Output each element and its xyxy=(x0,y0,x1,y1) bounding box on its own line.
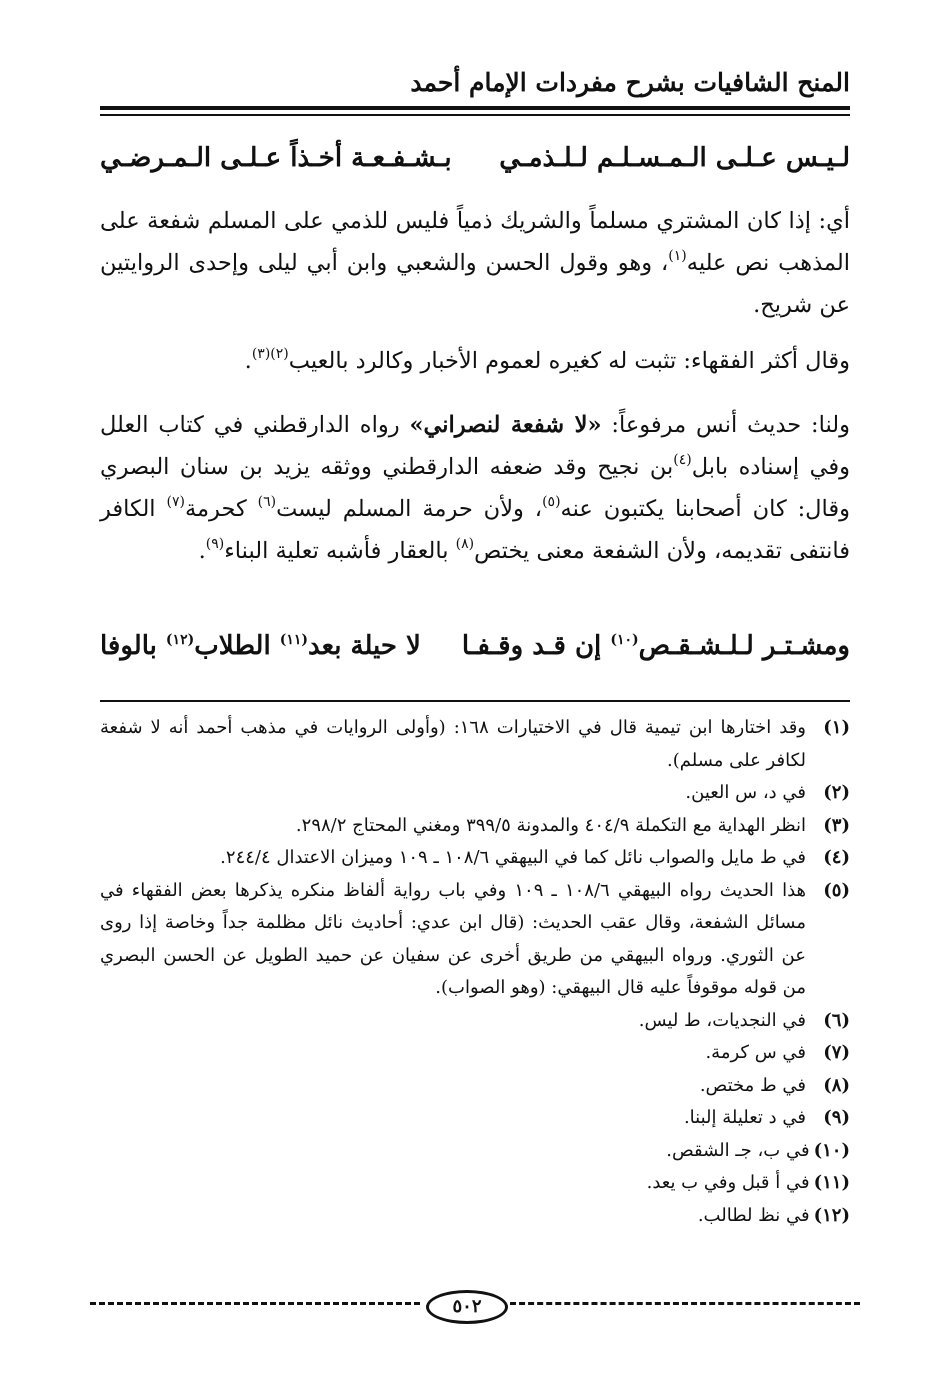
paragraph-3-end: . xyxy=(198,538,206,564)
footnote-text: في أ قبل وفي ب يعد. xyxy=(646,1172,810,1193)
footer-dashes-left xyxy=(90,1302,420,1305)
footnote-number: (٢) xyxy=(823,782,850,803)
paragraph-2 xyxy=(100,340,850,382)
footnote-number: (١١) xyxy=(813,1172,850,1193)
paragraph-3-text-d: ، ولأن حرمة المسلم ليست xyxy=(276,496,543,522)
verse-2-second-c: بالوفا xyxy=(100,631,166,661)
footnote-number: (٥) xyxy=(823,879,850,901)
running-header: المنح الشافيات بشرح مفردات الإمام أحمد xyxy=(410,68,850,97)
footnote-text: في د، س العين. xyxy=(685,782,806,803)
footnote-text: في د تعليلة إلبنا. xyxy=(683,1107,806,1128)
paragraph-3-text-a: ولنا: حديث أنس مرفوعاً: xyxy=(601,412,850,438)
paragraph-3-text-e: كحرمة xyxy=(184,496,258,522)
header-rule-top xyxy=(100,106,850,110)
paragraph-3-text-c: بن نجيح وقد ضعفه الدارقطني ووثقه يزيد بن سنان البصري وقال: كان أصحابنا يكتبون عنه xyxy=(100,454,850,522)
verse-2-second-b: الطلاب xyxy=(194,631,280,661)
footnote-text: وقد اختارها ابن تيمية قال في الاختيارات ١٦٨: (وأولى الروايات في مذهب أحمد أنه لا شفعة لكافر على مسلم). xyxy=(100,717,806,771)
footnote-number: (٩) xyxy=(823,1107,850,1128)
footnote-text: في ب، جـ الشقص. xyxy=(666,1139,810,1161)
paragraph-3-text-b: رواه الدارقطني في كتاب العلل وفي إسناده بابل xyxy=(100,412,851,480)
footnote-text: في ط مايل والصواب نائل كما في البيهقي ١٠٨/٦ ـ ١٠٩ وميزان الاعتدال ٢٤٤/٤. xyxy=(220,847,806,868)
footnote-number: (١٠) xyxy=(813,1139,850,1161)
verse-2-first-a: ومشـتـر لـلـشـقـص xyxy=(638,631,850,661)
footnote-number: (٧) xyxy=(823,1042,850,1063)
footnotes xyxy=(100,712,850,1232)
footnote-text: انظر الهداية مع التكملة ٤٠٤/٩ والمدونة ٣٩٩/٥ ومغني المحتاج ٢٩٨/٢. xyxy=(295,814,806,836)
footnote-item xyxy=(100,875,850,1005)
paragraph-2-end: . xyxy=(244,348,252,374)
verse-2-first-hemistich xyxy=(462,622,850,670)
paragraph-1 xyxy=(100,200,850,326)
footnote-text: في س كرمة. xyxy=(705,1042,806,1063)
footnote-item xyxy=(100,1135,850,1168)
footnote-item xyxy=(100,842,850,875)
page-footer xyxy=(90,1284,860,1324)
footnote-number: (١٢) xyxy=(813,1204,850,1226)
paragraph-2-text: وقال أكثر الفقهاء: تثبت له كغيره لعموم الأخبار وكالرد بالعيب xyxy=(288,348,850,374)
footnote-text: هذا الحديث رواه البيهقي ١٠٨/٦ ـ ١٠٩ وفي باب رواية ألفاظ منكره يذكرها بعض الفقهاء في مسائل الشفعة، وقال عقب الحديث: (قال ابن عدي: أحاديث نائل مظلمة جداً وخاصة إذا روى عن الثوري. ورواه البيهقي من طريق أخرى عن سفيان عن حميد الطويل عن الحسن البصري من قوله موقوفاً عليه قال البيهقي: (وهو الصواب). xyxy=(100,879,807,998)
verse-2-second-hemistich xyxy=(100,622,421,670)
footnote-item xyxy=(100,1167,850,1200)
verse-1-first-hemistich: لـيـس عـلـى الـمـسـلـم لـلـذمـي xyxy=(499,143,850,173)
footnote-number: (٤) xyxy=(823,847,850,868)
footnote-ref-7: (٧) xyxy=(166,494,185,510)
footnote-item xyxy=(100,712,850,777)
footnote-ref-12: (١٢) xyxy=(165,632,195,648)
footnote-separator xyxy=(100,700,850,702)
verse-1-second-hemistich: بـشـفـعـة أخـذاً عـلـى الـمـرضـي xyxy=(100,143,452,173)
footnote-item xyxy=(100,810,850,843)
paragraph-1-text-cont: ، وهو وقول الحسن والشعبي وابن أبي ليلى وإحدى الروايتين عن شريح. xyxy=(100,250,850,318)
footnote-item xyxy=(100,1005,850,1038)
footnote-ref-1: (١) xyxy=(668,248,687,264)
footnote-number: (٣) xyxy=(823,814,850,836)
footnote-number: (٨) xyxy=(823,1074,850,1096)
header-rule-bottom xyxy=(100,114,850,116)
paragraph-3-text-f: الكافر فانتفى تقديمه، ولأن الشفعة معنى يختص xyxy=(100,496,850,564)
footnote-ref-11: (١١) xyxy=(279,632,309,648)
footnote-ref-10: (١٠) xyxy=(610,632,639,648)
footnote-item xyxy=(100,1102,850,1135)
hadith-quote: «لا شفعة لنصراني» xyxy=(409,412,602,438)
verse-line-1 xyxy=(100,134,850,182)
verse-line-2 xyxy=(100,622,850,670)
footnote-ref-5: (٥) xyxy=(542,494,561,510)
footnote-item xyxy=(100,1070,850,1103)
footnote-number: (٦) xyxy=(823,1009,850,1031)
footnote-ref-8: (٨) xyxy=(455,536,475,552)
footnote-ref-2-3: (٢)(٣) xyxy=(251,346,289,362)
page-number: ٥٠٢ xyxy=(426,1290,508,1324)
footnote-ref-6: (٦) xyxy=(257,494,277,510)
footnote-item xyxy=(100,1200,850,1233)
footnote-item xyxy=(100,777,850,810)
footnote-ref-4: (٤) xyxy=(673,452,692,468)
footnote-text: في ط مختص. xyxy=(699,1074,806,1096)
verse-2-first-b: إن قـد وقـفـا xyxy=(461,631,611,661)
footnote-ref-9: (٩) xyxy=(205,536,225,552)
footer-dashes-right xyxy=(510,1302,860,1305)
footnote-text: في نظ لطالب. xyxy=(697,1204,810,1226)
verse-2-second-a: لا حيلة بعد xyxy=(308,631,421,661)
paragraph-3 xyxy=(100,404,850,572)
paragraph-1-text: أي: إذا كان المشتري مسلماً والشريك ذمياً فليس للذمي على المسلم شفعة على المذهب نص عليه xyxy=(100,208,850,276)
footnote-number: (١) xyxy=(823,717,850,738)
paragraph-3-text-g: بالعقار فأشبه تعلية البناء xyxy=(224,538,456,564)
footnote-text: في النجديات، ط ليس. xyxy=(638,1009,806,1031)
footnote-item xyxy=(100,1037,850,1070)
